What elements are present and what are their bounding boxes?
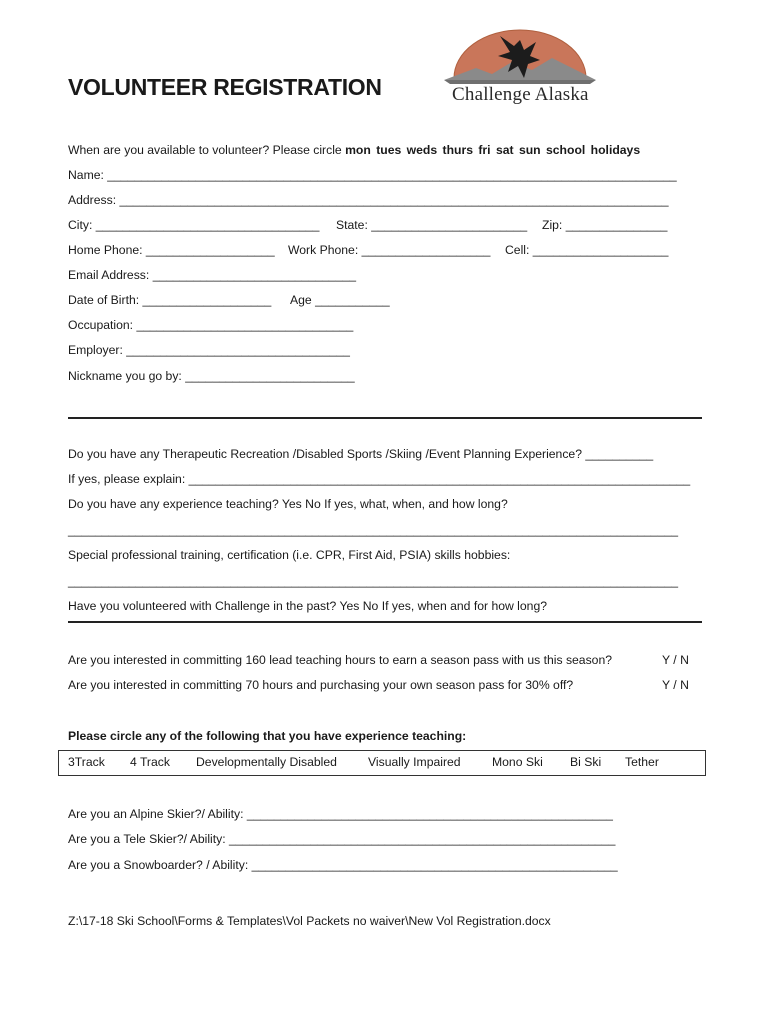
availability-line [68, 142, 640, 158]
training-question[interactable] [68, 547, 510, 563]
commit-160-question: Are you interested in committing 160 lead teaching hours to earn a season pass with us this season? [68, 653, 613, 667]
dob-label: Date of Birth: [68, 293, 140, 307]
dob-age-row [68, 292, 468, 308]
work-phone-field[interactable]: Work Phone: ___________________ [288, 243, 491, 257]
home-phone-label: Home Phone: [68, 243, 143, 257]
city-label: City: [68, 218, 93, 232]
snowboard-field[interactable]: Are you a Snowboarder? / Ability: ______________________________________________________ [68, 858, 618, 872]
employer-field[interactable]: Employer: _________________________________ [68, 343, 350, 357]
city-field[interactable]: City: _________________________________ [68, 218, 320, 232]
commit-160-yn[interactable]: Y / N [662, 653, 689, 667]
address-label: Address: [68, 193, 117, 207]
section-divider [68, 417, 702, 419]
employer-label: Employer: [68, 343, 123, 357]
cell-field[interactable]: Cell: ____________________ [505, 243, 669, 257]
option-mono-ski[interactable]: Mono Ski [492, 755, 543, 769]
address-field[interactable]: Address: _________________________________________________________________________________ [68, 193, 669, 207]
state-field[interactable]: State: _______________________ [336, 218, 528, 232]
commit-70-yn[interactable]: Y / N [662, 678, 689, 692]
explain-label: If yes, please explain: [68, 472, 186, 486]
volunteered-question[interactable] [68, 598, 547, 614]
availability-days[interactable]: mon tues weds thurs fri sat sun school holidays [345, 143, 641, 157]
option-bi-ski[interactable]: Bi Ski [570, 755, 602, 769]
option-4track[interactable]: 4 Track [130, 755, 170, 769]
option-3track[interactable]: 3Track [68, 755, 105, 769]
nickname-field[interactable]: Nickname you go by: _________________________ [68, 369, 355, 383]
teaching-options-heading: Please circle any of the following that you have experience teaching: [68, 729, 467, 743]
name-field[interactable]: Name: ____________________________________________________________________________________ [68, 168, 677, 182]
phone-row [68, 242, 708, 258]
option-visually-impaired[interactable]: Visually Impaired [368, 755, 461, 769]
page-title: VOLUNTEER REGISTRATION [68, 74, 382, 100]
nickname-label: Nickname you go by: [68, 369, 182, 383]
tele-field[interactable]: Are you a Tele Skier?/ Ability: _________________________________________________________ [68, 832, 616, 846]
teaching-question[interactable] [68, 496, 508, 512]
section-divider [68, 621, 702, 623]
alpine-field[interactable]: Are you an Alpine Skier?/ Ability: ______________________________________________________ [68, 807, 613, 821]
zip-label: Zip: [542, 218, 563, 232]
commit-70-question: Are you interested in committing 70 hours and purchasing your own season pass for 30% off? [68, 678, 574, 692]
file-path-footer: Z:\17-18 Ski School\Forms & Templates\Vol Packets no waiver\New Vol Registration.docx [68, 914, 551, 928]
snowboard-label: Are you a Snowboarder? / Ability: [68, 858, 249, 872]
option-developmentally-disabled[interactable]: Developmentally Disabled [196, 755, 337, 769]
option-tether[interactable]: Tether [625, 755, 659, 769]
teaching-answer-line[interactable]: __________________________________________________________________________________________ [68, 523, 679, 537]
occupation-label: Occupation: [68, 318, 134, 332]
home-phone-field[interactable]: Home Phone: ___________________ [68, 243, 275, 257]
therapeutic-label: Do you have any Therapeutic Recreation /Disabled Sports /Skiing /Event Planning Experience? [68, 447, 582, 461]
city-state-zip-row [68, 217, 708, 233]
training-answer-line[interactable]: __________________________________________________________________________________________ [68, 574, 679, 588]
explain-field[interactable]: If yes, please explain: __________________________________________________________________________ [68, 472, 691, 486]
dob-field[interactable]: Date of Birth: ___________________ [68, 293, 272, 307]
training-label: Special professional training, certification (i.e. CPR, First Aid, PSIA) skills hobbies: [68, 548, 511, 562]
logo-text: Challenge Alaska [452, 84, 589, 105]
state-label: State: [336, 218, 368, 232]
name-label: Name: [68, 168, 104, 182]
teaching-label: Do you have any experience teaching? Yes No If yes, what, when, and how long? [68, 497, 508, 511]
alpine-label: Are you an Alpine Skier?/ Ability: [68, 807, 244, 821]
therapeutic-question[interactable]: Do you have any Therapeutic Recreation /Disabled Sports /Skiing /Event Planning Experience? __________ [68, 447, 654, 461]
availability-prompt: When are you available to volunteer? Please circle [68, 143, 346, 157]
tele-label: Are you a Tele Skier?/ Ability: [68, 832, 226, 846]
zip-field[interactable]: Zip: _______________ [542, 218, 668, 232]
email-field[interactable]: Email Address: ______________________________ [68, 268, 357, 282]
occupation-field[interactable]: Occupation: ________________________________ [68, 318, 354, 332]
work-phone-label: Work Phone: [288, 243, 359, 257]
cell-label: Cell: [505, 243, 530, 257]
email-label: Email Address: [68, 268, 150, 282]
age-label: Age [290, 293, 312, 307]
age-field[interactable]: Age ___________ [290, 293, 390, 307]
volunteered-label: Have you volunteered with Challenge in the past? Yes No If yes, when and for how long? [68, 599, 548, 613]
